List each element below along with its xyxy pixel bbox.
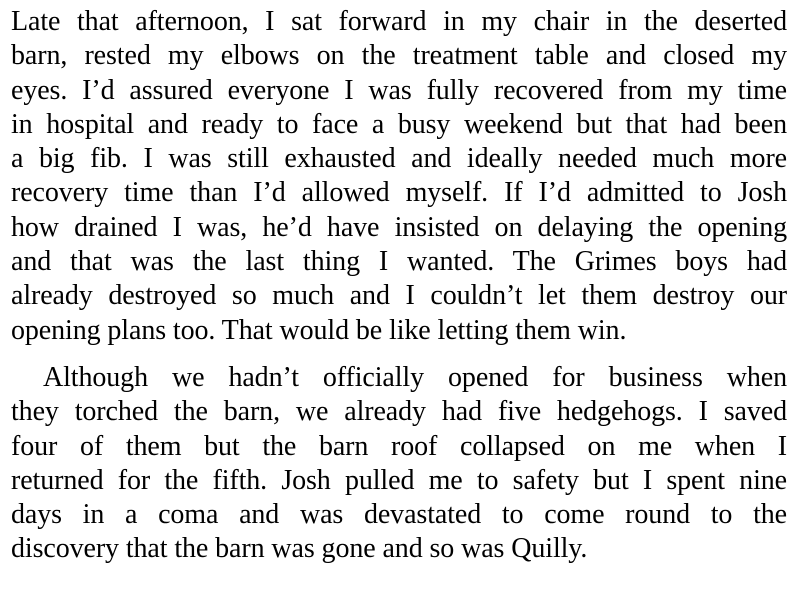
text-line: returned for the fifth. Josh pulled me to safety but I spent nine [11,464,787,496]
paragraph [11,361,787,567]
text-line: how drained I was, he’d have insisted on delaying the opening [11,211,787,243]
text-line: eyes. I’d assured everyone I was fully recovered from my time [11,74,787,106]
text-line: four of them but the barn roof collapsed on me when I [11,430,787,462]
text-line: barn, rested my elbows on the treatment table and closed my [11,40,787,72]
text-line: opening plans too. That would be like letting them win. [11,314,627,346]
text-line: Late that afternoon, I sat forward in my chair in the deserted [11,6,787,37]
text-line: discovery that the barn was gone and so was Quilly. [11,533,588,565]
text-line: in hospital and ready to face a busy weekend but that had been [11,108,787,140]
text-line: a big fib. I was still exhausted and ideally needed much more [11,143,787,175]
text-line: they torched the barn, we already had five hedgehogs. I saved [11,396,787,428]
text-line: days in a coma and was devastated to come round to the [11,499,787,531]
text-line: already destroyed so much and I couldn’t let them destroy our [11,280,787,312]
text-line: Although we hadn’t officially opened for business when [43,361,787,393]
text-line: recovery time than I’d allowed myself. If I’d admitted to Josh [11,177,787,209]
paragraph [11,5,787,348]
text-line: and that was the last thing I wanted. The Grimes boys had [11,246,787,278]
